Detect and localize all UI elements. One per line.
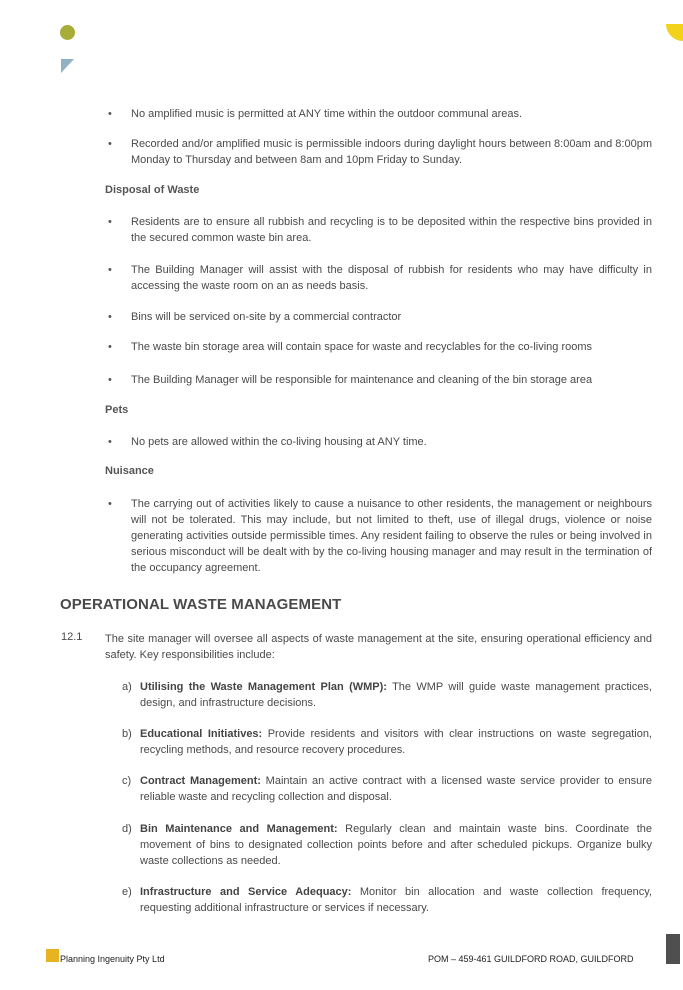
responsibility-title: Utilising the Waste Management Plan (WMP): (140, 681, 387, 693)
responsibility-text: Monitor bin allocation and waste collection frequency, requesting additional infrastructure or services if necessary. (140, 886, 652, 914)
responsibility-item (122, 726, 652, 758)
list-letter: e) (122, 886, 132, 898)
decorative-blue-triangle (61, 59, 74, 73)
footer-decorative-bar (666, 934, 680, 964)
heading-nuisance: Nuisance (105, 465, 154, 477)
list-letter: c) (122, 775, 132, 787)
heading-pets: Pets (105, 404, 129, 416)
bullet-nuisance: • The carrying out of activities likely to cause a nuisance to other residents, the management or neighbours will not be tolerated. This may include, but not limited to theft, use of illegal drugs, violence or noise generating activities outside permissible times. Any resident failing to observe the rules or being involved in serious misconduct will be dealt with by the co-living housing manager and may result in the termination of the occupancy agreement. (131, 496, 652, 576)
company-logo-icon (46, 949, 59, 962)
decorative-green-circle (60, 25, 75, 40)
list-letter: d) (122, 823, 132, 835)
bullet-building-manager-assist: • The Building Manager will assist with the disposal of rubbish for residents who may have difficulty in accessing the waste room on an as needs basis. (131, 262, 652, 294)
list-letter: a) (122, 681, 132, 693)
bullet-no-pets: • No pets are allowed within the co-living housing at ANY time. (131, 434, 652, 450)
bullet-waste-deposit: • Residents are to ensure all rubbish and recycling is to be deposited within the respective bins provided in the secured common waste bin area. (131, 214, 652, 246)
responsibility-text: Provide residents and visitors with clear instructions on waste segregation, recycling methods, and resource recovery procedures. (140, 728, 652, 756)
footer-company-name: Planning Ingenuity Pty Ltd (60, 954, 165, 964)
bullet-bin-storage-space: • The waste bin storage area will contain space for waste and recyclables for the co-living rooms (131, 339, 652, 355)
responsibility-title: Infrastructure and Service Adequacy: (140, 886, 352, 898)
section-title: OPERATIONAL WASTE MANAGEMENT (60, 596, 342, 613)
responsibility-text: Maintain an active contract with a licensed waste service provider to ensure reliable waste and recycling collection and disposal. (140, 775, 653, 803)
responsibility-text: Regularly clean and maintain waste bins. Coordinate the movement of bins to designated collection points before and after scheduled pickups. Organize bulky waste collections as needed. (140, 823, 652, 867)
heading-disposal-of-waste: Disposal of Waste (105, 184, 200, 196)
bullet-indoor-music: • Recorded and/or amplified music is permissible indoors during daylight hours between 8:00am and 8:00pm Monday to Thursday and between 8am and 10pm Friday to Sunday. (131, 136, 652, 168)
responsibility-title: Educational Initiatives: (140, 728, 263, 740)
responsibility-item (122, 773, 653, 805)
bullet-bins-serviced: • Bins will be serviced on-site by a commercial contractor (131, 309, 652, 325)
responsibility-item (122, 884, 652, 916)
list-letter: b) (122, 728, 132, 740)
bullet-bin-maintenance: • The Building Manager will be responsible for maintenance and cleaning of the bin storage area (131, 372, 652, 388)
responsibility-title: Bin Maintenance and Management: (140, 823, 338, 835)
responsibility-item (122, 821, 652, 869)
paragraph-number: 12.1 (61, 631, 83, 643)
paragraph-text: The site manager will oversee all aspects of waste management at the site, ensuring operational efficiency and safety. Key responsibilities include: (105, 633, 652, 661)
bullet-outdoor-music: • No amplified music is permitted at ANY time within the outdoor communal areas. (131, 106, 652, 122)
responsibility-item (122, 679, 652, 711)
decorative-yellow-corner (666, 24, 683, 41)
footer-document-reference: POM – 459-461 GUILDFORD ROAD, GUILDFORD (428, 954, 634, 964)
responsibility-title: Contract Management: (140, 775, 261, 787)
responsibility-text: The WMP will guide waste management practices, design, and infrastructure decisions. (140, 681, 652, 709)
